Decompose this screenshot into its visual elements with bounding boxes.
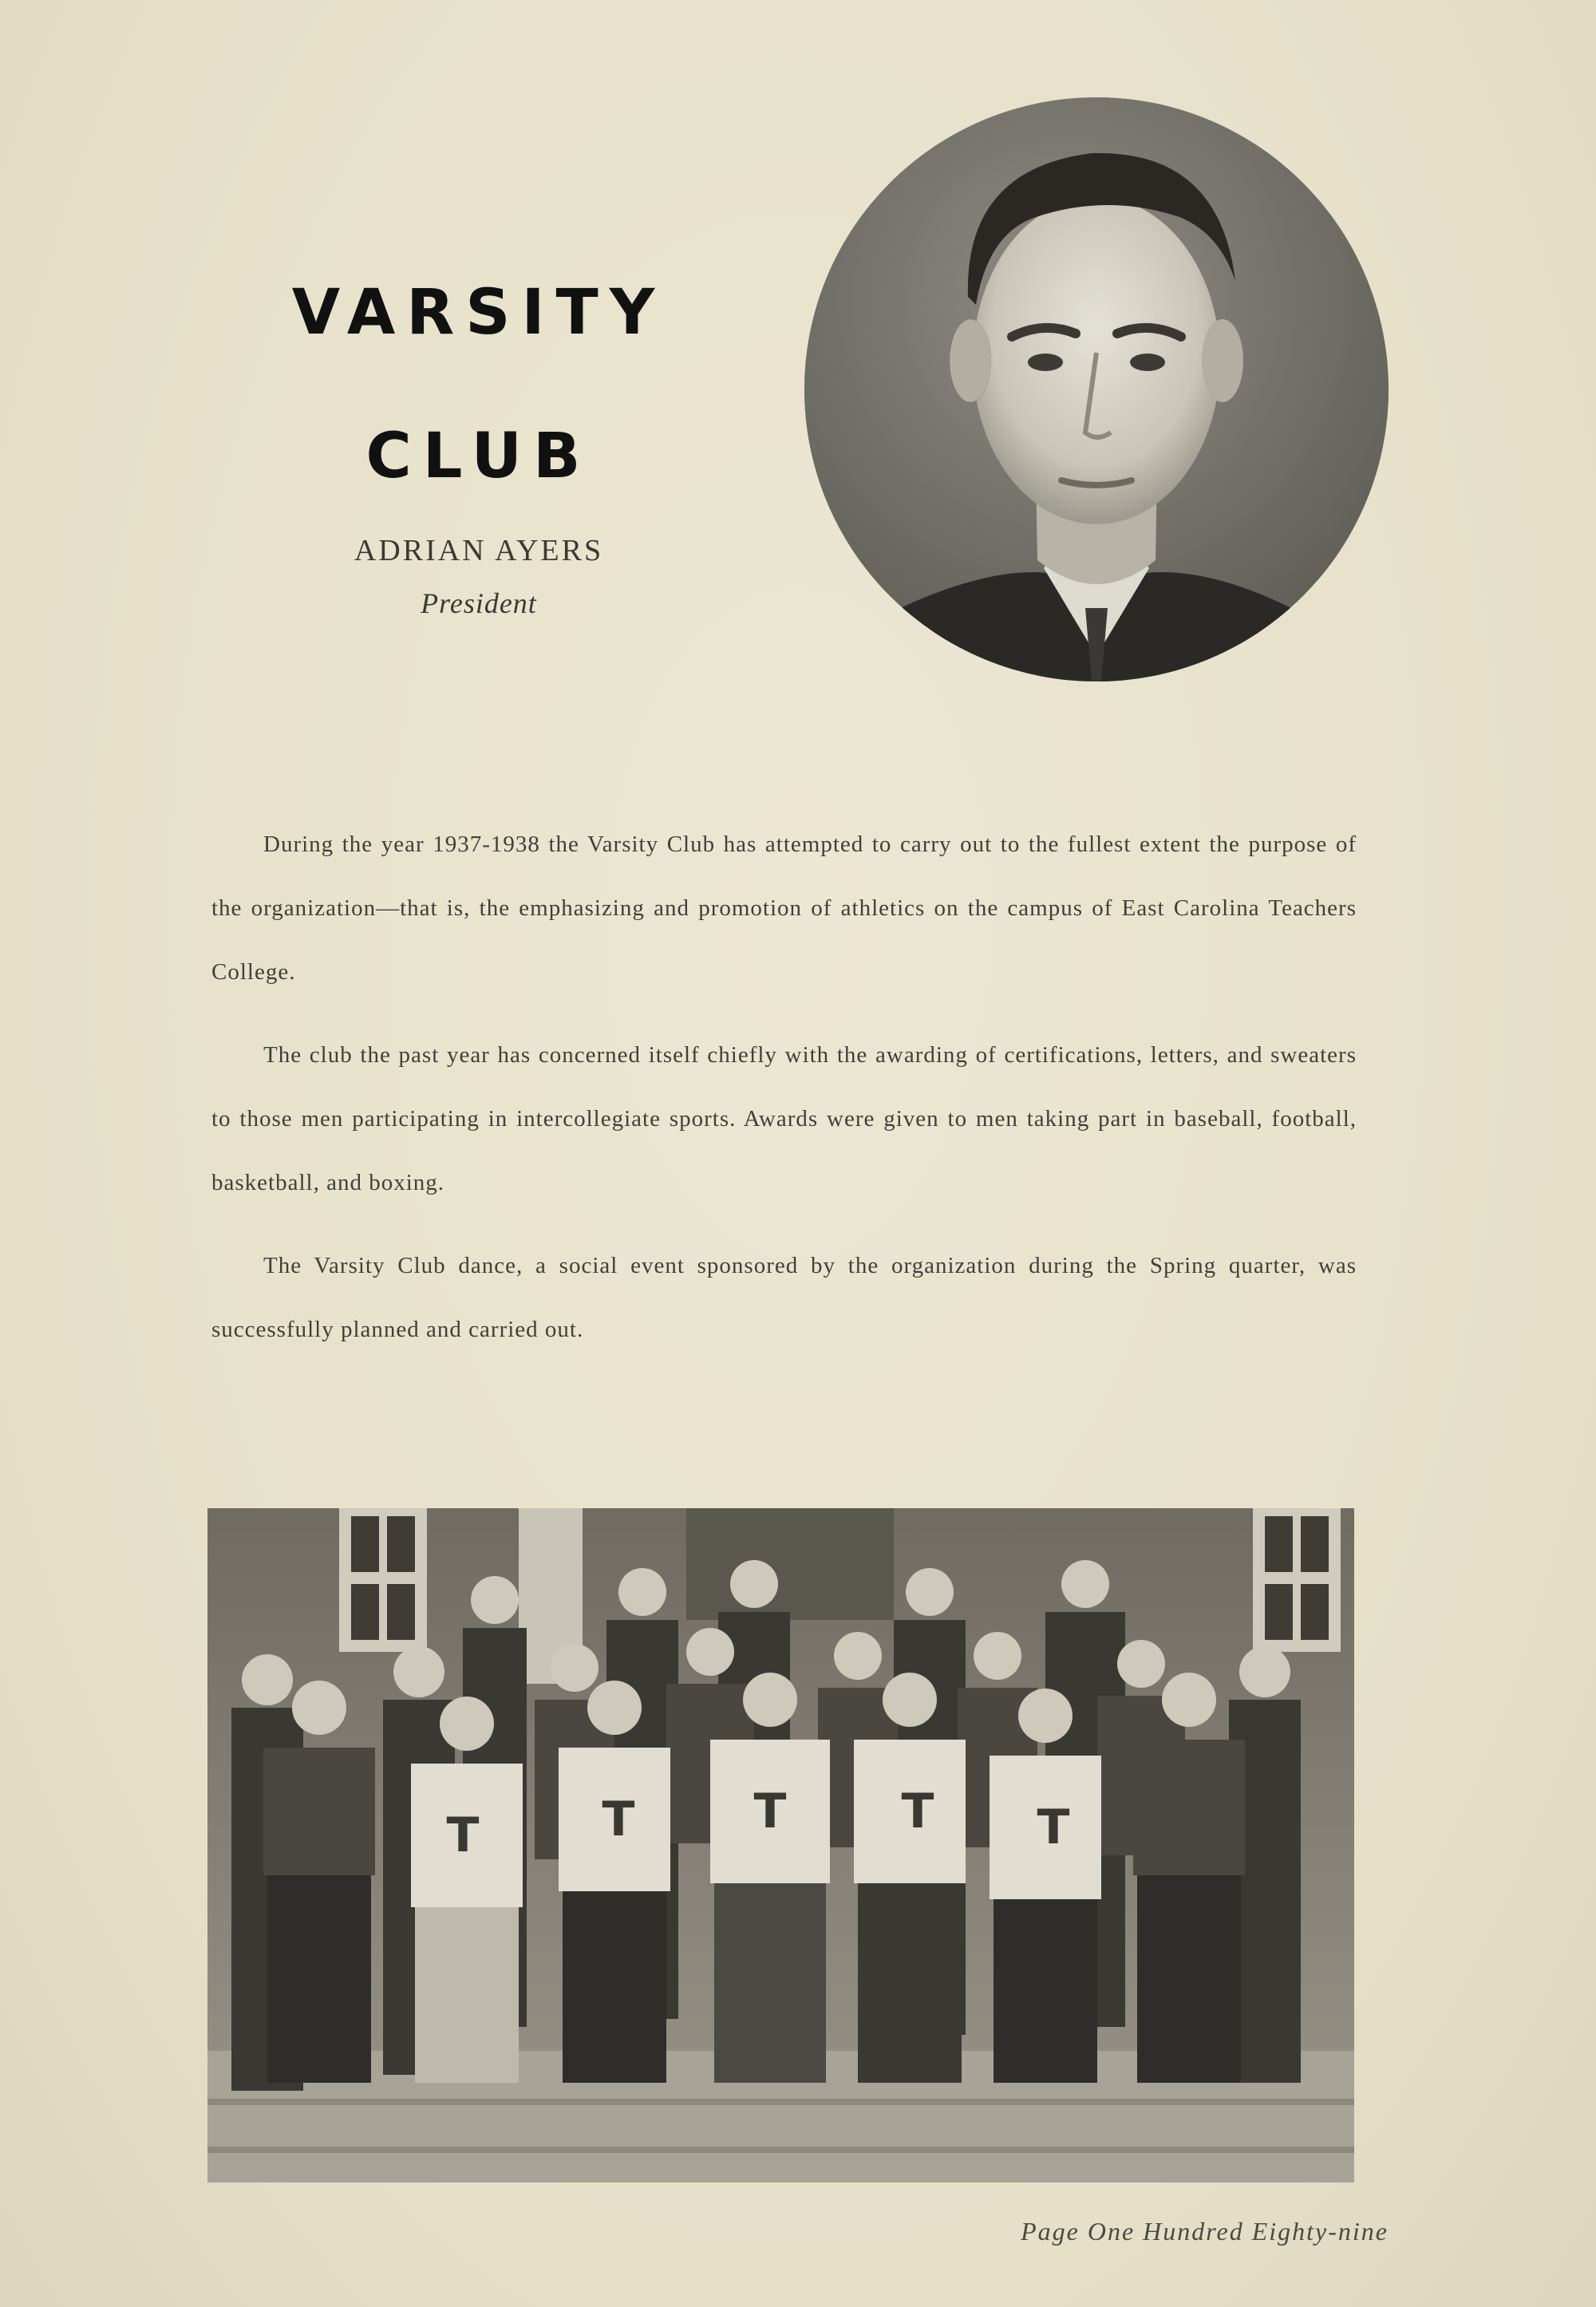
svg-text:T: T bbox=[602, 1791, 635, 1847]
svg-text:T: T bbox=[1037, 1799, 1070, 1855]
paragraph-purpose: During the year 1937-1938 the Varsity Club has attempted to carry out to the fullest extent the purpose of the organization—that is, the emphasizing and promotion of athletics on the campus of East Carolina Teachers College. bbox=[211, 832, 1357, 985]
page-number: Page One Hundred Eighty-nine bbox=[1021, 2217, 1389, 2246]
officer-name: ADRIAN AYERS bbox=[354, 534, 604, 567]
paragraph-awards: The club the past year has concerned itself chiefly with the awarding of certifications, letters, and sweaters to those men participating in intercollegiate sports. Awards were given to men taking part in baseball, football, basketball, and boxing. bbox=[211, 1042, 1357, 1195]
officer-role: President bbox=[421, 587, 537, 619]
svg-text:T: T bbox=[901, 1784, 934, 1839]
group-photo bbox=[207, 1508, 1354, 2183]
portrait-illustration bbox=[804, 97, 1389, 681]
svg-text:T: T bbox=[446, 1807, 480, 1863]
group-photo-illustration bbox=[207, 1508, 1354, 2183]
body-text bbox=[211, 812, 1357, 1381]
president-portrait bbox=[804, 97, 1389, 681]
title-line-varsity: VARSITY bbox=[291, 277, 666, 350]
title-line-club: CLUB bbox=[365, 421, 592, 493]
svg-text:T: T bbox=[753, 1784, 787, 1839]
page-title bbox=[239, 241, 718, 528]
paragraph-dance: The Varsity Club dance, a social event sponsored by the organization during the Spring quarter, was successfully planned and carried out. bbox=[211, 1253, 1357, 1342]
